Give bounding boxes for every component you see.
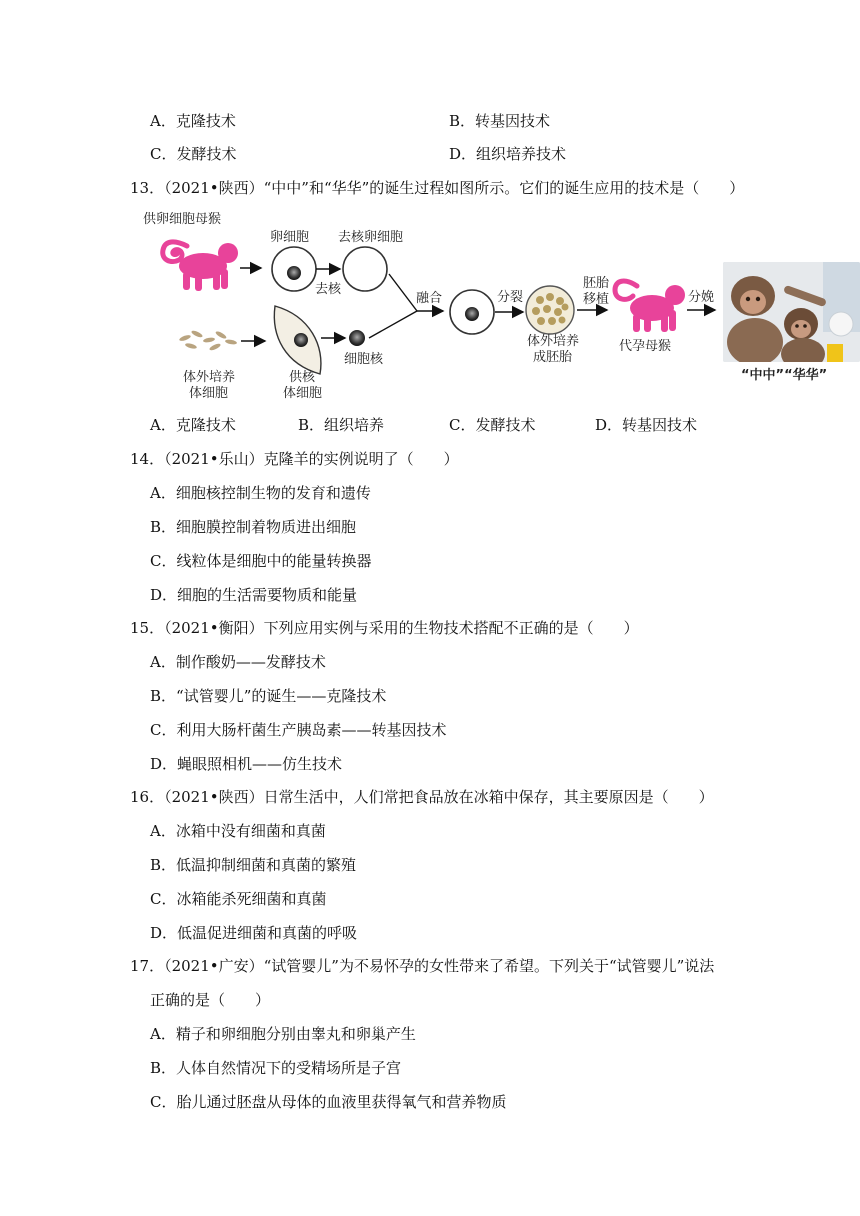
cultured-somatic-cells-icon <box>179 329 238 351</box>
label-egg-cell: 卵细胞 <box>270 230 310 245</box>
q14-option-a: A．细胞核控制生物的发育和遗传 <box>150 484 371 502</box>
label-birth: 分娩 <box>688 290 715 305</box>
q13-option-c: C．发酵技术 <box>449 416 536 434</box>
q13-option-d: D．转基因技术 <box>595 416 698 434</box>
q12-option-c: C．发酵技术 <box>150 145 237 163</box>
q13-stem: 13．（2021•陕西）“中中”和“华华”的诞生过程如图所示。它们的诞生应用的技术是（ ） <box>130 179 745 197</box>
label-division: 分裂 <box>497 290 524 305</box>
label-nucleus: 细胞核 <box>344 352 384 367</box>
baby-monkeys-photo <box>723 262 860 362</box>
q16-option-a: A．冰箱中没有细菌和真菌 <box>150 822 326 840</box>
baby-monkeys-icon <box>723 262 860 362</box>
embryo-icon <box>526 286 574 334</box>
label-embryo-2: 成胚胎 <box>533 350 573 365</box>
q13-option-a: A．克隆技术 <box>150 416 236 434</box>
label-photo-caption: “中中”“华华” <box>741 368 828 383</box>
cloning-process-diagram <box>135 206 860 406</box>
q15-option-d: D．蝇眼照相机——仿生技术 <box>150 755 343 773</box>
label-donor-nucleus-2: 体细胞 <box>283 386 323 401</box>
q12-option-a: A．克隆技术 <box>150 112 236 130</box>
q16-option-b: B．低温抑制细菌和真菌的繁殖 <box>150 856 357 874</box>
q13-option-b: B．组织培养 <box>298 416 385 434</box>
q12-option-d: D．组织培养技术 <box>449 145 567 163</box>
fused-nucleus-icon <box>465 307 479 321</box>
q15-option-b: B．“试管婴儿”的诞生——克隆技术 <box>150 687 387 705</box>
label-enucleated-egg: 去核卵细胞 <box>338 230 404 245</box>
label-cultured-cells-1: 体外培养 <box>183 370 236 385</box>
enucleated-egg-icon <box>343 247 387 291</box>
donor-monkey-icon <box>163 242 238 291</box>
q17-stem-line-1: 17．（2021•广安）“试管婴儿”为不易怀孕的女性带来了希望。下列关于“试管婴儿”说法 <box>130 957 715 975</box>
label-embryo-transfer-2: 移植 <box>583 292 610 307</box>
q16-option-d: D．低温促进细菌和真菌的呼吸 <box>150 924 358 942</box>
label-fusion: 融合 <box>416 291 443 306</box>
q15-option-a: A．制作酸奶——发酵技术 <box>150 653 326 671</box>
q15-stem: 15．（2021•衡阳）下列应用实例与采用的生物技术搭配不正确的是（ ） <box>130 619 639 637</box>
donor-nucleus-icon <box>294 333 308 347</box>
q16-option-c: C．冰箱能杀死细菌和真菌 <box>150 890 327 908</box>
q17-option-b: B．人体自然情况下的受精场所是子宫 <box>150 1059 402 1077</box>
q17-stem-line-2: 正确的是（ ） <box>150 991 271 1009</box>
q17-option-a: A．精子和卵细胞分别由睾丸和卵巢产生 <box>150 1025 416 1043</box>
merge-line-top <box>389 274 417 311</box>
q17-option-c: C．胎儿通过胚盘从母体的血液里获得氧气和营养物质 <box>150 1093 507 1111</box>
q14-stem: 14．（2021•乐山）克隆羊的实例说明了（ ） <box>130 450 459 468</box>
nucleus-icon <box>349 330 365 346</box>
q15-option-c: C．利用大肠杆菌生产胰岛素——转基因技术 <box>150 721 447 739</box>
label-donor-egg-monkey: 供卵细胞母猴 <box>143 212 222 227</box>
q16-stem: 16．（2021•陕西）日常生活中，人们常把食品放在冰箱中保存，其主要原因是（ ） <box>130 788 714 806</box>
merge-line-bottom <box>369 311 417 338</box>
label-enucleate: 去核 <box>315 282 342 297</box>
q14-option-d: D．细胞的生活需要物质和能量 <box>150 586 358 604</box>
label-embryo-transfer-1: 胚胎 <box>583 276 610 291</box>
q14-option-b: B．细胞膜控制着物质进出细胞 <box>150 518 357 536</box>
surrogate-monkey-icon <box>615 281 685 332</box>
label-donor-nucleus-1: 供核 <box>289 370 316 385</box>
egg-nucleus-icon <box>287 266 301 280</box>
label-cultured-cells-2: 体细胞 <box>189 386 229 401</box>
label-embryo-1: 体外培养 <box>527 334 580 349</box>
q14-option-c: C．线粒体是细胞中的能量转换器 <box>150 552 372 570</box>
label-surrogate: 代孕母猴 <box>619 339 672 354</box>
q12-option-b: B．转基因技术 <box>449 112 551 130</box>
